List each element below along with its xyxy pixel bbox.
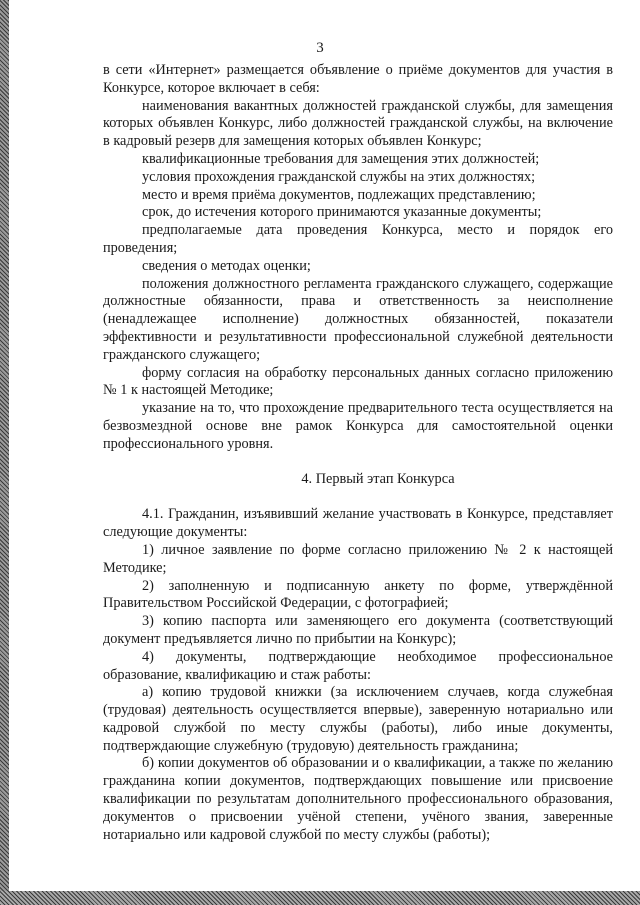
paragraph: срок, до истечения которого принимаются указанные документы; — [142, 204, 542, 221]
section-heading: 4. Первый этап Конкурса — [301, 470, 455, 487]
paragraph: а) копию трудовой книжки (за исключением случаев, когда служебная (трудовая) деятельность осуществляется впервые), заверенную нотариально или кадровой службой по месту службы (работы), либо иные документы, подтверждающие служебную (трудовую) деятельность гражданина; — [103, 684, 613, 754]
paragraph: 2) заполненную и подписанную анкету по форме, утверждённой Правительством Российской Федерации, с фотографией; — [103, 577, 613, 612]
scan-bottom-edge — [0, 891, 640, 905]
document-body — [103, 62, 613, 844]
paragraph: 3) копию паспорта или заменяющего его документа (соответствующий документ предъявляется лично по прибытии на Конкурс); — [103, 613, 613, 647]
paragraph: квалификационные требования для замещения этих должностей; — [142, 150, 540, 167]
scan-left-edge — [0, 0, 9, 905]
paragraph: место и время приёма документов, подлежащих представлению; — [142, 186, 536, 203]
paragraph: наименования вакантных должностей гражданской службы, для замещения которых объявлен Конкурс, либо должностей гражданской службы, на включение в кадровый резерв для замещения которых объявлен Конкурс; — [103, 97, 613, 150]
paragraph: форму согласия на обработку персональных данных согласно приложению № 1 к настоящей Методике; — [103, 364, 613, 399]
paragraphs-before-heading — [103, 62, 613, 454]
paragraph: 1) личное заявление по форме согласно приложению № 2 к настоящей Методике; — [103, 541, 613, 576]
paragraph: в сети «Интернет» размещается объявление о приёме документов для участия в Конкурсе, которое включает в себя: — [103, 62, 613, 96]
paragraph: б) копии документов об образовании и о квалификации, а также по желанию гражданина копии документов, подтверждающих повышение или присвоение квалификации по результатам дополнительного профессионального образования, документов о присвоении учёной степени, учёного звания, заверенные нотариально или кадровой службой по месту службы (работы); — [103, 755, 613, 843]
paragraph: указание на то, что прохождение предварительного теста осуществляется на безвозмездной основе вне рамок Конкурса для самостоятельной оценки профессионального уровня. — [103, 400, 613, 452]
paragraph: 4.1. Гражданин, изъявивший желание участвовать в Конкурсе, представляет следующие документы: — [103, 506, 613, 541]
paragraph: положения должностного регламента гражданского служащего, содержащие должностные обязанности, права и ответственность за неисполнение (ненадлежащее исполнение) должностных обязанностей, показатели эффективности и результативности профессиональной служебной деятельности гражданского служащего; — [103, 275, 613, 363]
paragraph: сведения о методах оценки; — [142, 257, 311, 274]
page-number: 3 — [316, 40, 324, 56]
paragraph: условия прохождения гражданской службы на этих должностях; — [142, 168, 536, 185]
paragraphs-after-heading — [103, 506, 613, 844]
paragraph: предполагаемые дата проведения Конкурса, место и порядок его проведения; — [103, 222, 613, 256]
paragraph: 4) документы, подтверждающие необходимое профессиональное образование, квалификацию и стаж работы: — [103, 648, 613, 683]
